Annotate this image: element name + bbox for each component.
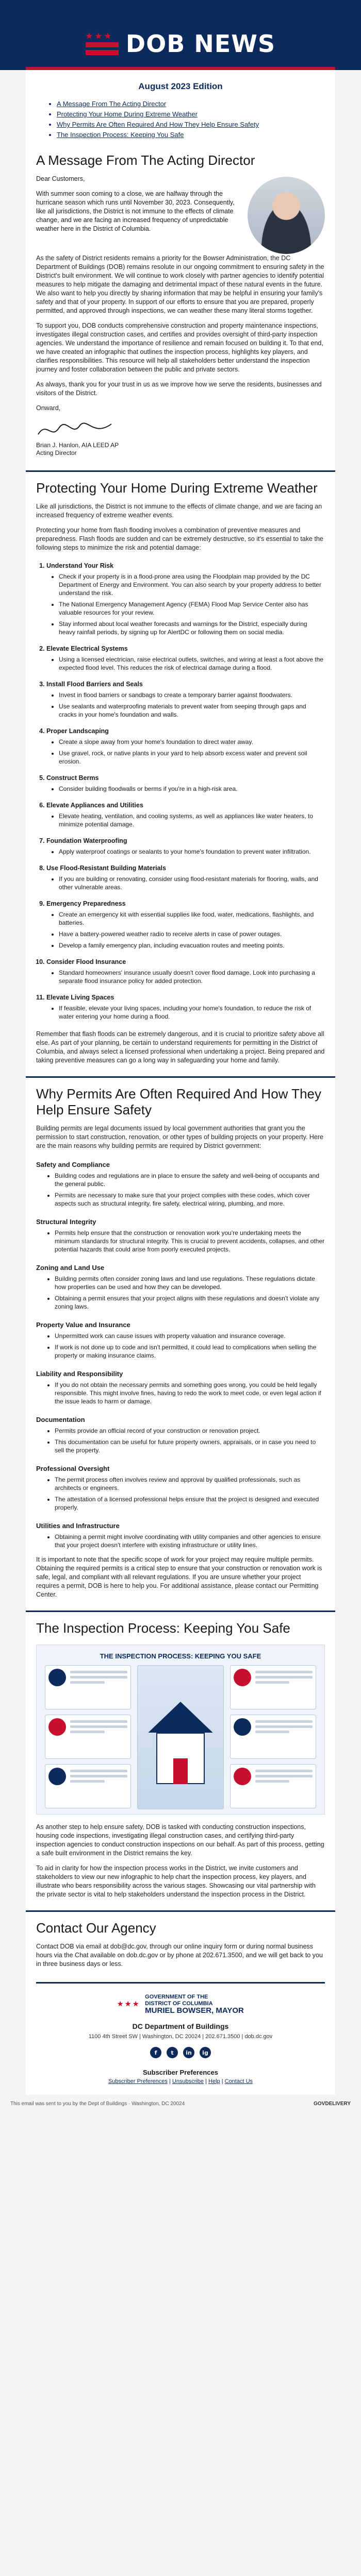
dc-government-logo[interactable]: [36, 1982, 325, 2019]
logo-text: DOB NEWS: [125, 30, 276, 58]
govt-line1: GOVERNMENT OF THE: [145, 1994, 208, 2000]
step-title: Elevate Electrical Systems: [46, 645, 128, 652]
mayor-line: MURIEL BOWSER, MAYOR: [145, 2006, 244, 2015]
permit-bullet: • Building permits often consider zoning laws and land use regulations. These regulations dictate how properties can be used and how they can be developed.: [55, 1275, 325, 1294]
step-bullet: • Stay informed about local weather forecasts and warnings for the District, especially during heavy rainfall periods, by signing up for AlertDC or following them on social media.: [59, 620, 325, 639]
director-portrait: [248, 177, 325, 254]
permit-group-list: [26, 1426, 335, 1461]
permit-group-heading: Property Value and Insurance: [36, 1321, 130, 1329]
table-of-contents: [26, 97, 335, 147]
unsubscribe-link[interactable]: Unsubscribe: [172, 2078, 204, 2084]
section-title-director: A Message From The Acting Director: [36, 152, 255, 168]
toc-item: [57, 99, 315, 109]
social-links: [26, 2045, 335, 2065]
permit-bullet: • If you do not obtain the necessary permits and something goes wrong, you could be held legally responsible. This might involve fines, having to redo the work to meet code, or even legal action if the issue leads to harm or damage.: [55, 1381, 325, 1409]
paragraph: As the safety of District residents remains a priority for the Bowser Administration, the DC Department of Buildings (DOB) remains resolute in our ongoing commitment to ensuring safety in the District's built environment. We will continue to work closely with partner agencies to identify potential measures to help mitigate the damaging and detrimental impact of these natural events in the future. We also want to help you directly by sharing information that may be helpful in ensuring your family's safety and that of your property. In support of our efforts to ensure that you are prepared, properly permitted, and approved through inspections, we can weather these many literal storms together.: [36, 255, 324, 314]
infographic-card: [230, 1715, 316, 1759]
department-name: DC Department of Buildings: [132, 2022, 229, 2030]
step-bullet: • Use gravel, rock, or native plants in your yard to help absorb excess water and prevent soil erosion.: [59, 749, 325, 769]
step-bullet: • Have a battery-powered weather radio to receive alerts in case of power outages.: [59, 930, 325, 941]
permit-bullet: • If work is not done up to code and isn't permitted, it could lead to complications when selling the property or making insurance claims.: [55, 1343, 325, 1363]
greeting: Dear Customers,: [36, 175, 85, 182]
weather-step: [46, 558, 325, 641]
permit-bullet: • Obtaining a permit might involve coordinating with utility companies and other agencies to ensure that your project doesn't interfere with existing infrastructure or utility lines.: [55, 1533, 325, 1552]
govdelivery-logo[interactable]: GOVDELIVERY: [314, 2101, 351, 2107]
step-title: Install Flood Barriers and Seals: [46, 681, 143, 688]
house-illustration-icon: [137, 1665, 223, 1809]
step-bullet: • If feasible, elevate your living spaces, including your home's foundation, to reduce the risk of water entering your home during a flood.: [59, 1004, 325, 1024]
weather-step: [46, 771, 325, 798]
permit-group-list: [26, 1532, 335, 1555]
closing: Onward,: [36, 404, 61, 412]
step-title: Proper Landscaping: [46, 727, 109, 735]
toc-link[interactable]: A Message From The Acting Director: [57, 100, 167, 108]
step-bullet: • Invest in flood barriers or sandbags to create a temporary barrier against floodwaters.: [59, 691, 325, 702]
infographic-card: [45, 1665, 131, 1709]
paragraph: As another step to help ensure safety, DOB is tasked with conducting construction inspections, housing code inspections, investigating illegal construction cases, and certifying third-party inspection agencies to conduct construction inspections on our behalf. As part of this process, getting a safe built environment in the District remains the key.: [36, 1823, 324, 1857]
signature-block: [26, 442, 335, 465]
permit-group-list: [26, 1274, 335, 1317]
weather-step: [46, 834, 325, 861]
weather-step: [46, 955, 325, 990]
infographic-card: [45, 1764, 131, 1808]
permit-group-list: [26, 1475, 335, 1518]
permit-group-list: [26, 1228, 335, 1260]
signature-icon: [26, 419, 335, 442]
toc-item: [57, 109, 315, 120]
paragraph: To support you, DOB conducts comprehensive construction and property maintenance inspections, investigates illegal construction cases, and certifies and provides oversight of third-party inspection agencies. We understand the importance of resilience and remain focused on building it. To that end, we have created an infographic that outlines the inspection process, highlights key players, and clarifies responsibilities. This resource will help all stakeholders better understand the inspection journey and foster collaboration between the public and private sectors.: [36, 322, 323, 373]
permit-bullet: • Obtaining a permit ensures that your project aligns with these regulations and doesn't violate any zoning laws.: [55, 1294, 325, 1314]
infographic-card: [45, 1715, 131, 1759]
step-bullet: • Using a licensed electrician, raise electrical outlets, switches, and wiring at least a foot above the expected flood level. This reduces the risk of electrical damage during a flood.: [59, 655, 325, 675]
permit-bullet: • This documentation can be useful for future property owners, appraisals, or in case you need to sell the property.: [55, 1438, 325, 1458]
contact-text: Contact DOB via email at dob@dc.gov, through our online inquiry form or during normal business hours via the Chat available on dob.dc.gov or by phone at 202.671.3500, and we will get back to you in three business days or less.: [36, 1943, 323, 1968]
permit-bullet: • Building codes and regulations are in place to ensure the safety and well-being of occupants and the general public.: [55, 1172, 325, 1191]
section-title-inspection: The Inspection Process: Keeping You Safe: [26, 1611, 335, 1642]
step-bullet: • Create an emergency kit with essential supplies like food, water, medications, flashlights, and batteries.: [59, 910, 325, 930]
weather-step: [46, 641, 325, 677]
step-title: Elevate Living Spaces: [46, 994, 114, 1001]
paragraph: It is important to note that the specific scope of work for your project may require multiple permits. Obtaining the required permits is a critical step to ensure that your construction or renovation work is safe, legal, and compliant with all relevant regulations. If you are unsure whether your project requires a permit, DOB is here to help you. For additional assistance, please contact our Permitting Center.: [36, 1556, 322, 1598]
toc-link[interactable]: Protecting Your Home During Extreme Weather: [57, 110, 198, 118]
section-title-contact: Contact Our Agency: [26, 1910, 335, 1942]
section-title-permits: Why Permits Are Often Required And How They Help Ensure Safety: [26, 1076, 335, 1124]
paragraph: Building permits are legal documents issued by local government authorities that grant you the permission to start construction, renovation, or other types of building projects on your property. Here are the main reasons why building permits are required by District government:: [36, 1125, 323, 1149]
instagram-icon[interactable]: ig: [200, 2047, 211, 2058]
facebook-icon[interactable]: f: [150, 2047, 161, 2058]
weather-steps: [26, 558, 335, 1030]
permit-bullet: • Permits provide an official record of your construction or renovation project.: [55, 1427, 325, 1438]
permit-group-heading: Structural Integrity: [36, 1218, 96, 1226]
step-bullet: • Elevate heating, ventilation, and cooling systems, as well as appliances like water heaters, to minimize potential damage.: [59, 812, 325, 832]
paragraph: Like all jurisdictions, the District is not immune to the effects of climate change, and we are facing an increased frequency of extreme weather events.: [36, 503, 322, 519]
weather-step: [46, 990, 325, 1026]
help-link[interactable]: Help: [208, 2078, 220, 2084]
address-line: 1100 4th Street SW | Washington, DC 20024 | 202.671.3500 | dob.dc.gov: [88, 2033, 273, 2040]
step-title: Elevate Appliances and Utilities: [46, 802, 143, 809]
infographic-title: THE INSPECTION PROCESS: KEEPING YOU SAFE: [100, 1652, 261, 1660]
permit-bullet: • Unpermitted work can cause issues with property valuation and insurance coverage.: [55, 1332, 325, 1343]
paragraph: Protecting your home from flash flooding involves a combination of preventive measures and preparedness. Flash floods are sudden and can be extremely destructive, so it's essential to take the following steps to minimize the risk and potential damage:: [36, 527, 323, 551]
step-bullet: • Apply waterproof coatings or sealants to your home's foundation to prevent water infiltration.: [59, 848, 325, 859]
step-bullet: • Develop a family emergency plan, including evacuation routes and meeting points.: [59, 941, 325, 953]
director-role: Acting Director: [36, 449, 77, 456]
step-title: Consider Flood Insurance: [46, 958, 126, 965]
subscriber-links: Subscriber Preferences | Unsubscribe | Help | Contact Us: [108, 2078, 253, 2084]
step-bullet: • Standard homeowners' insurance usually doesn't cover flood damage. Look into purchasing a separate flood insurance policy for added protection.: [59, 969, 325, 988]
govt-line2: DISTRICT OF COLUMBIA: [145, 2001, 213, 2007]
weather-step: [46, 724, 325, 771]
permit-bullet: • The permit process often involves review and approval by qualified professionals, such as architects or engineers.: [55, 1476, 325, 1495]
step-title: Foundation Waterproofing: [46, 837, 127, 844]
section-title-weather: Protecting Your Home During Extreme Weather: [26, 470, 335, 502]
step-bullet: • The National Emergency Management Agency (FEMA) Flood Map Service Center also has valuable resources for your review.: [59, 600, 325, 620]
step-bullet: • Check if your property is in a flood-prone area using the Floodplain map provided by the DC Department of Energy and Environment. You can also search by your property address to better understand the risk.: [59, 572, 325, 600]
contact-us-link[interactable]: Contact Us: [224, 2078, 253, 2084]
weather-step: [46, 896, 325, 955]
weather-step: [46, 798, 325, 834]
paragraph: With summer soon coming to a close, we are halfway through the hurricane season which runs until November 30, 2023. Consequently, like all jurisdictions, the District is not immune to the effects of climate change, and we are facing an increased frequency of unpredictable weather here in the District of Columbia.: [36, 190, 235, 232]
permit-group-heading: Zoning and Land Use: [36, 1264, 105, 1272]
masthead: [0, 0, 361, 70]
permit-group-heading: Documentation: [36, 1416, 85, 1423]
dc-stars-icon: [117, 2001, 139, 2007]
toc-item: [57, 120, 315, 130]
paragraph: As always, thank you for your trust in us as we improve how we serve the residents, businesses and visitors of the District.: [36, 381, 322, 397]
permit-bullet: • The attestation of a licensed professional helps ensure that the project is designed and executed properly.: [55, 1495, 325, 1515]
step-bullet: • Consider building floodwalls or berms if you're in a high-risk area.: [59, 785, 325, 796]
permit-bullet: • Permits help ensure that the construction or renovation work you're undertaking meets the minimum standards for structural integrity. This is crucial to prevent accidents, collapses, and other potential hazards that could arise from poorly executed projects.: [55, 1229, 325, 1257]
director-name: Brian J. Hanlon, AIA LEED AP: [36, 442, 119, 449]
step-title: Emergency Preparedness: [46, 900, 126, 907]
step-title: Use Flood-Resistant Building Materials: [46, 865, 166, 872]
permit-groups: [26, 1157, 335, 1555]
toc-item: [57, 130, 315, 140]
dob-news-logo[interactable]: [26, 21, 335, 70]
permit-bullet: • Permits are necessary to make sure that your project complies with these codes, which cover aspects such as structural integrity, fire safety, electrical wiring, plumbing, and more.: [55, 1191, 325, 1211]
infographic-card: [230, 1665, 316, 1709]
permit-group-heading: Safety and Compliance: [36, 1161, 110, 1168]
edition-label: August 2023 Edition: [138, 81, 223, 91]
step-title: Construct Berms: [46, 774, 99, 782]
toc-link[interactable]: The Inspection Process: Keeping You Safe: [57, 131, 184, 139]
permit-group-list: [26, 1171, 335, 1214]
step-title: Understand Your Risk: [46, 562, 114, 569]
paragraph: To aid in clarity for how the inspection process works in the District, we invite customers and stakeholders to view our new infographic to help chart the inspection process, key players, and illustrate who bears responsibility across the various stages. Showcasing our vital partnership with the private sector is vital to help stakeholders understand the inspection process in the District.: [36, 1865, 316, 1898]
weather-step: [46, 677, 325, 724]
permit-group-list: [26, 1380, 335, 1412]
twitter-icon[interactable]: t: [167, 2047, 178, 2058]
inspection-infographic[interactable]: [36, 1645, 325, 1815]
email-body: [26, 70, 335, 2095]
paragraph: Remember that flash floods can be extremely dangerous, and it is crucial to prioritize safety above all else. As part of your planning, be certain to understand requirements for permitting in the District of Columbia, and always select a licensed professional when undertaking a project. Being prepared and taking preventive measures can go a long way in safeguarding your home and family.: [36, 1030, 325, 1064]
step-bullet: • Create a slope away from your home's foundation to direct water away.: [59, 738, 325, 749]
bottom-bar: [0, 2095, 361, 2127]
permit-group-heading: Utilities and Infrastructure: [36, 1522, 120, 1530]
step-bullet: • If you are building or renovating, consider using flood-resistant materials for flooring, walls, and other vulnerable areas.: [59, 875, 325, 894]
subscriber-preferences-link[interactable]: Subscriber Preferences: [108, 2078, 168, 2084]
permit-group-heading: Liability and Responsibility: [36, 1370, 123, 1378]
step-bullet: • Use sealants and waterproofing materials to prevent water from seeping through gaps and cracks in your home's foundation and walls.: [59, 702, 325, 722]
permit-group-heading: Professional Oversight: [36, 1465, 110, 1472]
linkedin-icon[interactable]: in: [183, 2047, 194, 2058]
sender-notice: This email was sent to you by the Dept of Buildings · Washington, DC 20024: [10, 2101, 185, 2107]
weather-step: [46, 861, 325, 896]
dc-flag-icon: [86, 32, 119, 55]
subscriber-title: Subscriber Preferences: [143, 2069, 218, 2076]
director-message: [26, 175, 335, 254]
toc-link[interactable]: Why Permits Are Often Required And How They Help Ensure Safety: [57, 121, 259, 128]
infographic-card: [230, 1764, 316, 1808]
permit-group-list: [26, 1331, 335, 1366]
